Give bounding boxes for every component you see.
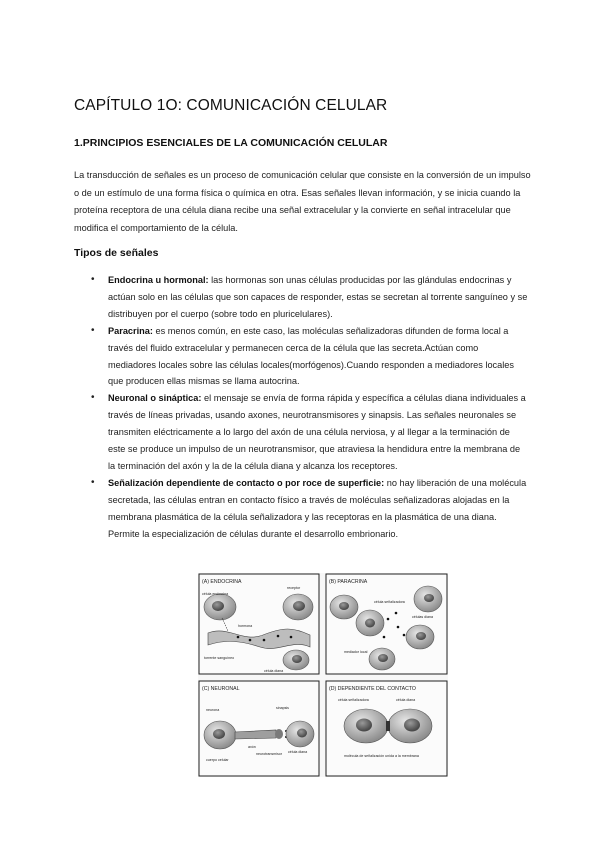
types-heading: Tipos de señales <box>74 247 159 259</box>
label-endocrine-cell: célula endocrina <box>202 592 229 596</box>
panel-neuronal <box>199 681 319 776</box>
label-neurotransmitter: neurotransmisor <box>256 752 282 756</box>
label-bloodstream: torrente sanguíneo <box>204 656 235 660</box>
label-target-cell-d: célula diana <box>396 698 416 702</box>
label-synapse: sinapsis <box>276 706 289 710</box>
figure-svg <box>198 573 448 777</box>
label-axon: axón <box>248 745 256 749</box>
label-signaling-cell-b: célula señalizadora <box>374 600 405 604</box>
signaling-types-figure <box>198 573 448 777</box>
list-item-text: el mensaje se envía de forma rápida y específica a células diana individuales a través de líneas privadas, usando axones, neurotransmisores y sinapsis. Las señales neuronales se transmiten eléctricamente a lo largo del axón de una célula nerviosa, y al llegar a la terminación de este se produce un impulso de un neurotransmisor, que atraviesa la hendidura entre la membrana de la terminación del axón y la de la célula diana y alcanza los receptores. <box>108 393 526 471</box>
label-receptor: receptor <box>287 586 301 590</box>
label-signaling-cell-d: célula señalizadora <box>338 698 369 702</box>
panel-contact-dependent <box>326 681 447 776</box>
label-membrane-bound-molecule: molécula de señalización unida a la membrana <box>344 754 419 758</box>
endocrine-nucleus <box>212 601 224 611</box>
list-item <box>108 323 528 391</box>
panel-endocrine <box>199 574 319 674</box>
panel-c-title: (C) NEURONAL <box>202 686 240 692</box>
label-cell-body: cuerpo celular <box>206 758 229 762</box>
panel-b-title: (B) PARACRINA <box>329 579 368 585</box>
label-target-cell-a: célula diana <box>264 669 284 673</box>
section-title: 1.PRINCIPIOS ESENCIALES DE LA COMUNICACIÓN CELULAR <box>74 137 388 149</box>
panel-a-title: (A) ENDOCRINA <box>202 579 242 585</box>
signal-types-list <box>108 272 528 543</box>
panel-paracrine <box>326 574 447 674</box>
list-item-term: Endocrina u hormonal: <box>108 275 209 285</box>
label-neuron: neurona <box>206 708 220 712</box>
label-local-mediator: mediador local <box>344 650 368 654</box>
list-item <box>108 475 528 543</box>
label-target-cell-c: célula diana <box>288 750 308 754</box>
list-item-text: no hay liberación de una molécula secretada, las células entran en contacto físico a través de moléculas señalizadoras alojadas en la membrana plasmática de la célula señalizadora y las receptoras en la plasmática de una diana. Permite la especialización de células durante el desarrollo embrionario. <box>108 477 527 539</box>
chapter-title: CAPÍTULO 1O: COMUNICACIÓN CELULAR <box>74 97 388 114</box>
label-target-cells-b: células diana <box>412 615 433 619</box>
list-item <box>108 272 528 323</box>
list-item <box>108 390 528 475</box>
label-hormone: hormona <box>238 624 253 628</box>
list-item-text: las hormonas son unas células producidas por las glándulas endocrinas y actúan solo en las células que son capaces de responder, estas se secretan al torrente sanguíneo y se distribuyen por el cuerpo (sobre todo en pluricelulares). <box>108 275 528 319</box>
intro-paragraph: La transducción de señales es un proceso de comunicación celular que consiste en la conversión de un impulso o de un estímulo de una forma física o química en otra. Esas señales llevan información, y se inicia cuando la proteína receptora de una célula diana recibe una señal extracelular y la convierte en señal intracelular que modifica el comportamiento de la célula. <box>74 170 531 233</box>
list-item-term: Neuronal o sináptica: <box>108 393 202 404</box>
list-item-term: Señalización dependiente de contacto o por roce de superficie: <box>108 477 385 488</box>
list-item-text: es menos común, en este caso, las moléculas señalizadoras difunden de forma local a través del fluido extracelular y permanecen cerca de la célula que las secreta.Actúan como mediadores locales sobre las células locales(morfógenos).Cuando responden a mediadores locales que producen ellas mismas se llama autocrina. <box>108 325 515 387</box>
list-item-term: Paracrina: <box>108 325 153 336</box>
panel-d-title: (D) DEPENDIENTE DEL CONTACTO <box>329 686 416 692</box>
